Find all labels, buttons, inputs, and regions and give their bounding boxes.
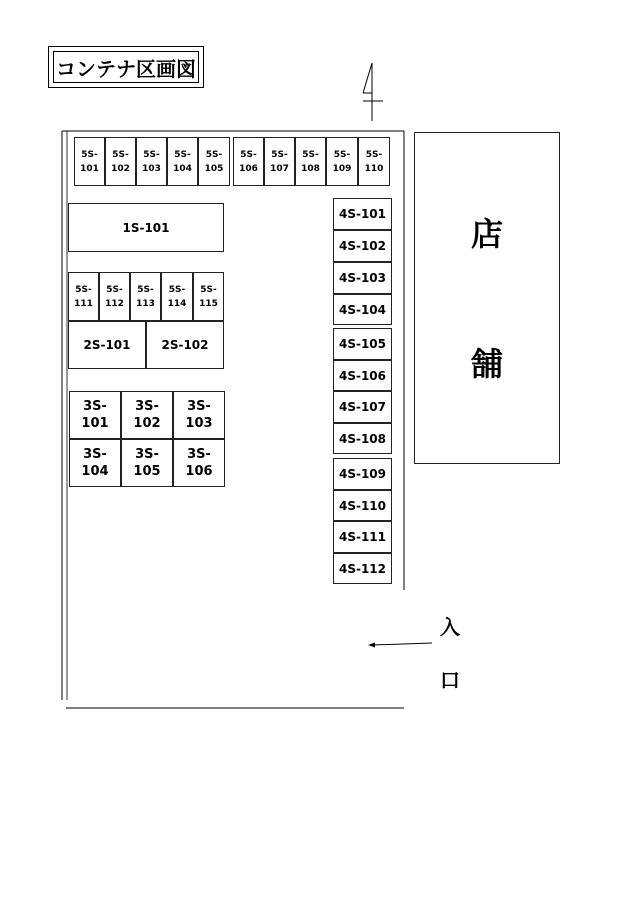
unit-2s-101[interactable] bbox=[68, 321, 146, 369]
page-title: コンテナ区画図 bbox=[53, 51, 199, 83]
unit-3s-105[interactable] bbox=[121, 439, 173, 487]
unit-label: 5S- 112 bbox=[105, 284, 124, 309]
unit-label: 5S- 108 bbox=[301, 149, 320, 174]
unit-label: 3S- 101 bbox=[81, 399, 109, 431]
unit-label: 3S- 104 bbox=[81, 447, 109, 479]
unit-label: 5S- 115 bbox=[199, 284, 218, 309]
unit-label: 2S-101 bbox=[83, 338, 131, 352]
unit-3s-106[interactable] bbox=[173, 439, 225, 487]
unit-label: 5S- 105 bbox=[204, 149, 224, 174]
unit-1s-101[interactable] bbox=[68, 203, 224, 252]
unit-label: 1S-101 bbox=[122, 220, 170, 235]
unit-5s-111[interactable] bbox=[68, 272, 99, 321]
unit-5s-108[interactable] bbox=[295, 137, 326, 186]
unit-4s-102[interactable] bbox=[333, 230, 392, 262]
unit-4s-106[interactable] bbox=[333, 360, 392, 391]
unit-label: 3S- 105 bbox=[133, 447, 161, 479]
unit-label: 5S- 109 bbox=[332, 149, 352, 174]
unit-5s-113[interactable] bbox=[130, 272, 161, 321]
unit-label: 4S-111 bbox=[338, 530, 387, 544]
unit-5s-101[interactable] bbox=[74, 137, 105, 186]
unit-5s-107[interactable] bbox=[264, 137, 295, 186]
unit-5s-109[interactable] bbox=[326, 137, 358, 186]
unit-label: 4S-107 bbox=[338, 400, 387, 414]
unit-5s-103[interactable] bbox=[136, 137, 167, 186]
unit-label: 3S- 103 bbox=[185, 399, 213, 431]
unit-label: 5S- 110 bbox=[364, 149, 384, 174]
unit-4s-105[interactable] bbox=[333, 328, 392, 360]
unit-label: 5S- 114 bbox=[167, 284, 187, 309]
unit-label: 4S-103 bbox=[338, 271, 387, 285]
north-arrow-icon bbox=[355, 55, 395, 125]
unit-5s-115[interactable] bbox=[193, 272, 224, 321]
unit-label: 5S- 101 bbox=[80, 149, 99, 174]
unit-4s-103[interactable] bbox=[333, 262, 392, 294]
store-building bbox=[414, 132, 560, 464]
unit-5s-110[interactable] bbox=[358, 137, 390, 186]
unit-label: 4S-109 bbox=[338, 467, 387, 481]
unit-label: 4S-110 bbox=[338, 498, 387, 513]
unit-4s-109[interactable] bbox=[333, 458, 392, 490]
unit-label: 4S-108 bbox=[338, 431, 387, 446]
unit-4s-108[interactable] bbox=[333, 423, 392, 454]
unit-label: 4S-106 bbox=[338, 368, 387, 383]
arrow-left-icon bbox=[366, 638, 436, 652]
unit-4s-107[interactable] bbox=[333, 391, 392, 423]
unit-label: 5S- 107 bbox=[270, 149, 289, 174]
unit-4s-104[interactable] bbox=[333, 294, 392, 325]
unit-5s-106[interactable] bbox=[233, 137, 264, 186]
unit-label: 5S- 113 bbox=[136, 284, 155, 309]
unit-label: 4S-101 bbox=[338, 207, 387, 221]
unit-4s-111[interactable] bbox=[333, 521, 392, 553]
entrance-label-2: 口 bbox=[440, 668, 460, 692]
unit-label: 3S- 102 bbox=[133, 399, 161, 431]
unit-5s-112[interactable] bbox=[99, 272, 130, 321]
unit-label: 3S- 106 bbox=[185, 447, 213, 479]
store-label-2: 舗 bbox=[470, 345, 503, 383]
unit-5s-105[interactable] bbox=[198, 137, 230, 186]
unit-label: 4S-112 bbox=[338, 561, 387, 576]
unit-5s-114[interactable] bbox=[161, 272, 193, 321]
store-label-1: 店 bbox=[470, 215, 503, 253]
unit-label: 4S-104 bbox=[338, 302, 387, 317]
unit-label: 5S- 111 bbox=[74, 284, 93, 309]
unit-4s-110[interactable] bbox=[333, 490, 392, 521]
entrance-label-1: 入 bbox=[440, 615, 460, 639]
unit-5s-102[interactable] bbox=[105, 137, 136, 186]
unit-label: 5S- 103 bbox=[142, 149, 161, 174]
unit-label: 5S- 106 bbox=[239, 149, 258, 174]
unit-2s-102[interactable] bbox=[146, 321, 224, 369]
unit-4s-112[interactable] bbox=[333, 553, 392, 584]
unit-label: 5S- 104 bbox=[173, 149, 192, 174]
unit-5s-104[interactable] bbox=[167, 137, 198, 186]
unit-label: 4S-102 bbox=[338, 239, 387, 253]
unit-4s-101[interactable] bbox=[333, 198, 392, 230]
unit-3s-101[interactable] bbox=[69, 391, 121, 439]
unit-3s-104[interactable] bbox=[69, 439, 121, 487]
unit-label: 2S-102 bbox=[161, 338, 209, 352]
unit-3s-102[interactable] bbox=[121, 391, 173, 439]
unit-label: 4S-105 bbox=[338, 337, 387, 351]
unit-3s-103[interactable] bbox=[173, 391, 225, 439]
unit-label: 5S- 102 bbox=[111, 149, 130, 174]
